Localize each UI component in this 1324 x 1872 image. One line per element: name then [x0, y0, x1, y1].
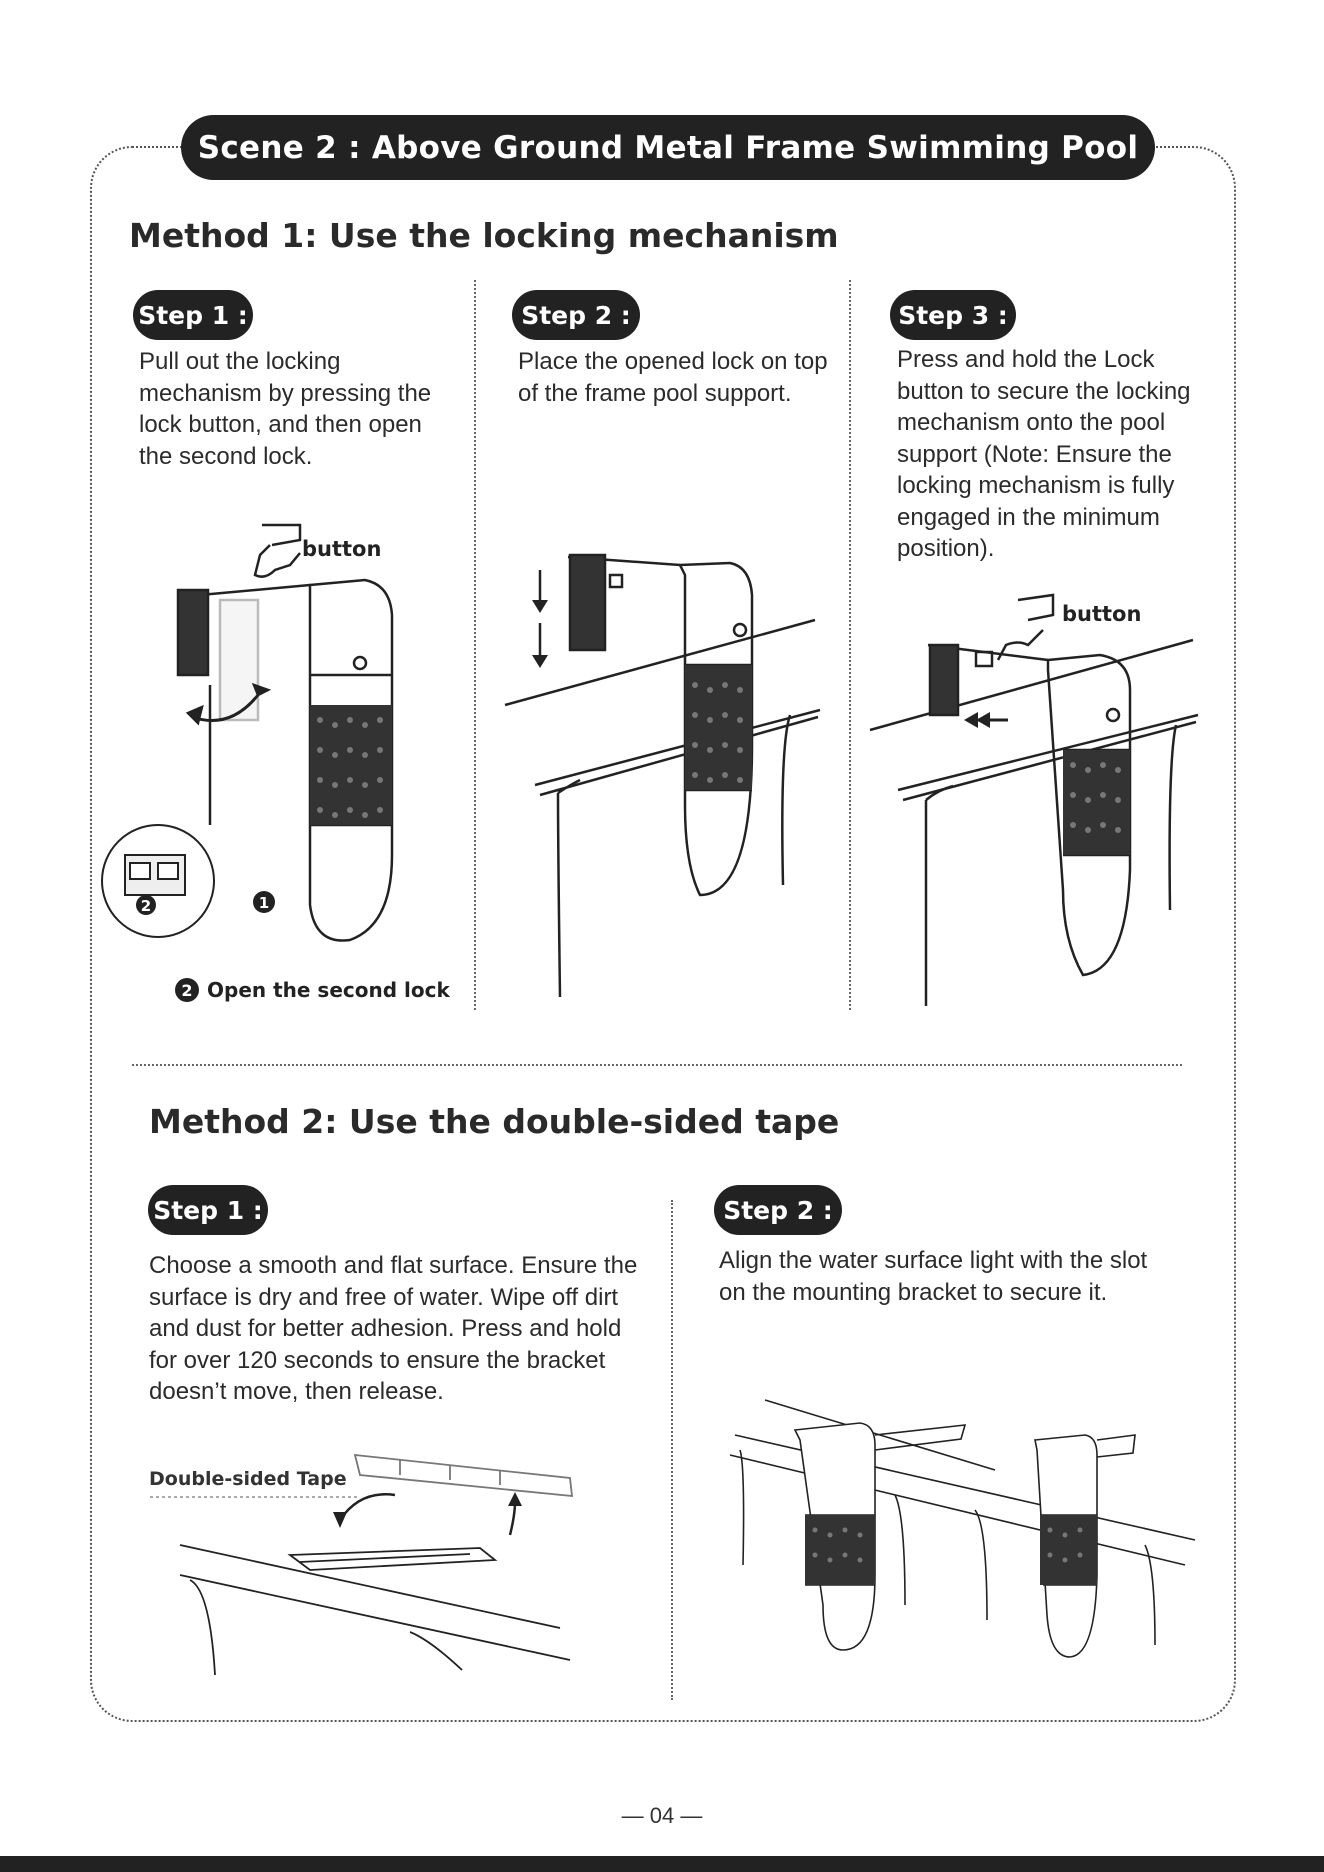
step3-button-label: button	[1062, 602, 1142, 626]
illustration-step1-light-unlock	[140, 525, 430, 975]
illustration-mount-light	[725, 1395, 1195, 1665]
scene-title: Scene 2 : Above Ground Metal Frame Swimming Pool	[181, 115, 1155, 180]
method1-step2-badge: Step 2 :	[512, 290, 640, 340]
svg-text:2: 2	[140, 897, 152, 915]
number-2-circle-icon	[174, 977, 200, 1003]
method1-step2-text: Place the opened lock on top of the frame pool support.	[518, 348, 828, 407]
method2-step2-badge: Step 2 :	[714, 1185, 842, 1235]
method-divider	[132, 1064, 1182, 1066]
svg-text:2: 2	[181, 981, 193, 1000]
method2-column-divider	[671, 1200, 673, 1700]
method1-step1-badge: Step 1 :	[133, 290, 253, 340]
method2-title: Method 2: Use the double-sided tape	[149, 1102, 840, 1141]
column-divider-2	[849, 280, 851, 1010]
illustration-step3-press-lock	[868, 590, 1208, 1010]
method1-step3-badge: Step 3 :	[890, 290, 1016, 340]
open-second-lock-caption: Open the second lock	[207, 978, 450, 1002]
method2-step1-badge: Step 1 :	[148, 1185, 268, 1235]
double-sided-tape-label: Double-sided Tape	[149, 1468, 347, 1490]
method1-step1-text: Pull out the locking mechanism by pressing the lock button, and then open the second lock.	[139, 348, 432, 470]
method1-step3-text: Press and hold the Lock button to secure the locking mechanism onto the pool support (Note: Ensure the locking mechanism is fully engaged in the minimum position).	[897, 346, 1191, 562]
method2-step2-text: Align the water surface light with the slot on the mounting bracket to secure it.	[719, 1247, 1148, 1306]
method2-step1-text: Choose a smooth and flat surface. Ensure the surface is dry and free of water. Wipe off dirt and dust for better adhesion. Press and hold for over 120 seconds to ensure the bracket doesn’t move, then release.	[149, 1252, 638, 1405]
step1-button-label: button	[302, 537, 382, 561]
method1-title: Method 1: Use the locking mechanism	[129, 216, 839, 255]
page-number: — 04 —	[621, 1803, 703, 1828]
column-divider-1	[474, 280, 476, 1010]
illustration-step2-place-lock	[500, 545, 840, 1005]
bottom-bar	[0, 1856, 1324, 1872]
svg-text:1: 1	[258, 894, 270, 912]
